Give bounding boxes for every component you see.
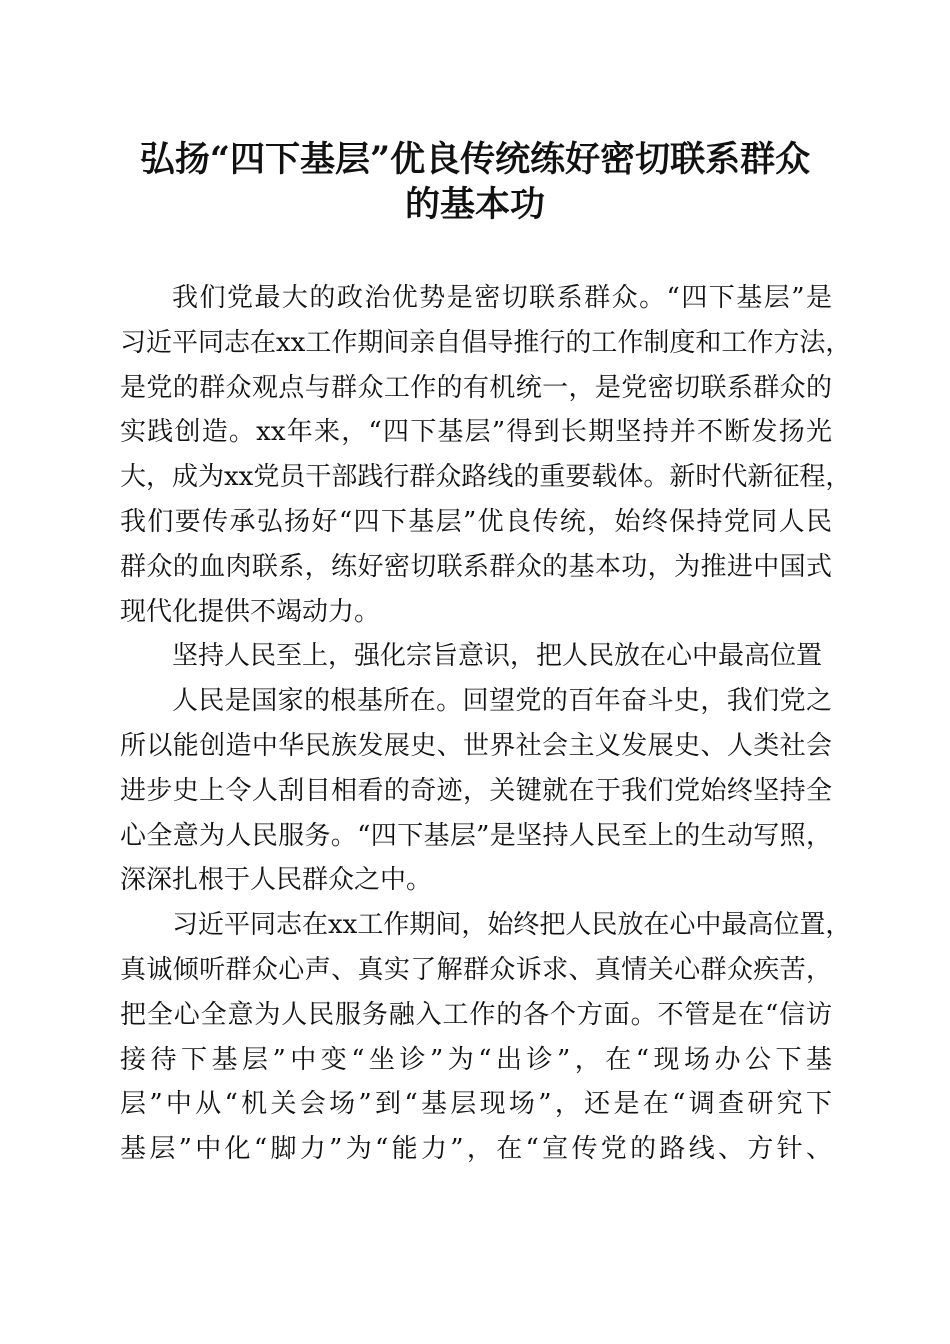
paragraph-line: 真诚倾听群众心声、真实了解群众诉求、真情关心群众疾苦， xyxy=(120,954,832,985)
document-title-line-1: 弘扬“四下基层”优良传统练好密切联系群众 xyxy=(139,139,811,180)
paragraph-line: 是党的群众观点与群众工作的有机统一，是党密切联系群众的 xyxy=(120,372,832,403)
paragraph-line: 接待下基层”中变“坐诊”为“出诊”，在“现场办公下基 xyxy=(120,1044,832,1075)
paragraph-line: 基层”中化“脚力”为“能力”，在“宣传党的路线、方针、 xyxy=(120,1134,832,1165)
paragraph-line: 习近平同志在xx工作期间亲自倡导推行的工作制度和工作方法， xyxy=(120,327,852,358)
paragraph-line: 实践创造。xx年来，“四下基层”得到长期坚持并不断发扬光 xyxy=(120,417,832,448)
paragraph-line: 把全心全意为人民服务融入工作的各个方面。不管是在“信访 xyxy=(120,999,832,1030)
paragraph-line: 大，成为xx党员干部践行群众路线的重要载体。新时代新征程， xyxy=(120,462,852,493)
paragraph-line: 现代化提供不竭动力。 xyxy=(120,596,381,627)
section-heading: 坚持人民至上，强化宗旨意识，把人民放在心中最高位置 xyxy=(172,641,823,672)
paragraph-line: 进步史上令人刮目相看的奇迹，关键就在于我们党始终坚持全 xyxy=(120,775,832,806)
paragraph-line: 深深扎根于人民群众之中。 xyxy=(120,865,433,896)
document-body xyxy=(120,276,852,1172)
paragraph-line: 习近平同志在xx工作期间，始终把人民放在心中最高位置， xyxy=(172,910,852,941)
paragraph-line: 层”中从“机关会场”到“基层现场”，还是在“调查研究下 xyxy=(120,1089,832,1120)
paragraph-line: 群众的血肉联系，练好密切联系群众的基本功，为推进中国式 xyxy=(120,551,832,582)
document-title-line-2: 的基本功 xyxy=(404,184,545,225)
paragraph-line: 人民是国家的根基所在。回望党的百年奋斗史，我们党之 xyxy=(172,686,832,717)
paragraph-line: 心全意为人民服务。“四下基层”是坚持人民至上的生动写照， xyxy=(120,820,832,851)
paragraph-line: 我们要传承弘扬好“四下基层”优良传统，始终保持党同人民 xyxy=(120,506,832,537)
paragraph-line: 我们党最大的政治优势是密切联系群众。“四下基层”是 xyxy=(172,283,832,313)
paragraph-line: 所以能创造中华民族发展史、世界社会主义发展史、人类社会 xyxy=(120,730,832,761)
